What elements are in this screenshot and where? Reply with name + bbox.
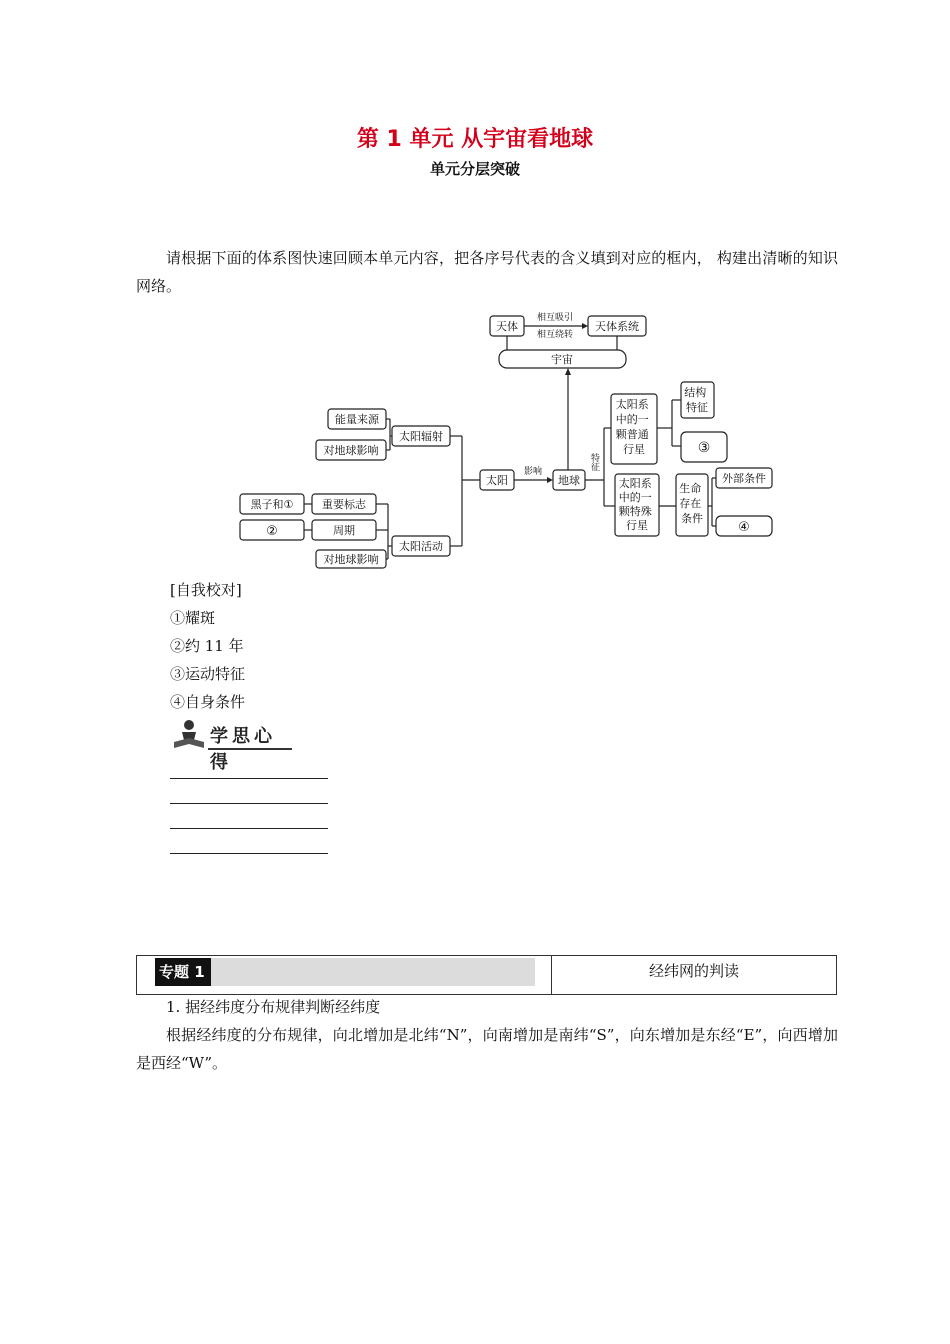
- knowledge-diagram: [0, 0, 950, 580]
- answer-blank-line[interactable]: [170, 828, 328, 829]
- label-circle-3: ③: [697, 440, 711, 456]
- section-heading: 1. 据经纬度分布规律判断经纬度: [166, 998, 381, 1016]
- self-check-answers: [170, 576, 245, 716]
- badge-underline: [208, 748, 292, 750]
- label-dui-diqiu-1: 对地球影响: [323, 444, 379, 457]
- answer-item: ①耀斑: [170, 609, 216, 627]
- label-tezheng: 特征: [589, 453, 599, 471]
- label-taiyang-fushe: 太阳辐射: [399, 430, 443, 443]
- label-waibu: 外部条件: [722, 472, 766, 485]
- label-putong: 太阳系 中的一 颗普通 行星: [615, 398, 649, 456]
- label-yingxiang: 影响: [523, 467, 543, 477]
- reflection-badge: [172, 718, 292, 773]
- answer-item: ③运动特征: [170, 665, 246, 683]
- badge-label: 学思心得: [210, 726, 276, 773]
- label-zhongyao: 重要标志: [322, 498, 366, 511]
- label-yuzhou: 宇宙: [551, 353, 573, 366]
- label-dui-diqiu-2: 对地球影响: [323, 553, 379, 566]
- label-heizi: 黑子和①: [250, 498, 294, 511]
- topic-header-box: [136, 955, 837, 995]
- answer-item: ②约 11 年: [170, 637, 244, 655]
- label-zhouqi: 周期: [333, 524, 355, 537]
- label-teshu: 太阳系 中的一 颗特殊 行星: [618, 477, 652, 532]
- reading-figure-icon: [172, 718, 206, 750]
- page-subtitle: 单元分层突破: [429, 160, 520, 178]
- section-body: 根据经纬度的分布规律，向北增加是北纬“N”，向南增加是南纬“S”，向东增加是东经“E”，向西增加是西经“W”。: [136, 1026, 838, 1072]
- label-tianti-xitong: 天体系统: [595, 320, 639, 333]
- label-diqiu: 地球: [558, 474, 580, 487]
- label-xianghu-raozhuan: 相互绕转: [536, 330, 574, 340]
- intro-paragraph: 请根据下面的体系图快速回顾本单元内容，把各序号代表的含义填到对应的框内， 构建出清晰的知识网络。: [136, 249, 838, 295]
- answer-blank-line[interactable]: [170, 778, 328, 779]
- topic-tag: 专题 1: [155, 958, 211, 986]
- answer-blank-line[interactable]: [170, 853, 328, 854]
- label-xianghu-xiyin: 相互吸引: [536, 313, 574, 323]
- label-circle-2: ②: [266, 524, 278, 539]
- label-nengliang: 能量来源: [335, 413, 379, 426]
- label-taiyang-huodong: 太阳活动: [399, 540, 443, 553]
- page-title: 第 1 单元 从宇宙看地球: [356, 127, 594, 152]
- label-jiegou: 结构 特征: [684, 386, 708, 414]
- self-check-heading: [自我校对]: [170, 581, 242, 599]
- label-taiyang: 太阳: [486, 474, 508, 487]
- label-shengming: 生命 存在 条件: [679, 482, 703, 525]
- topic-title: 经纬网的判读: [648, 962, 739, 980]
- label-circle-4: ④: [738, 520, 750, 535]
- answer-blank-line[interactable]: [170, 803, 328, 804]
- answer-item: ④自身条件: [170, 693, 246, 711]
- topic-tag-band: [155, 958, 535, 986]
- label-tianti: 天体: [496, 320, 518, 333]
